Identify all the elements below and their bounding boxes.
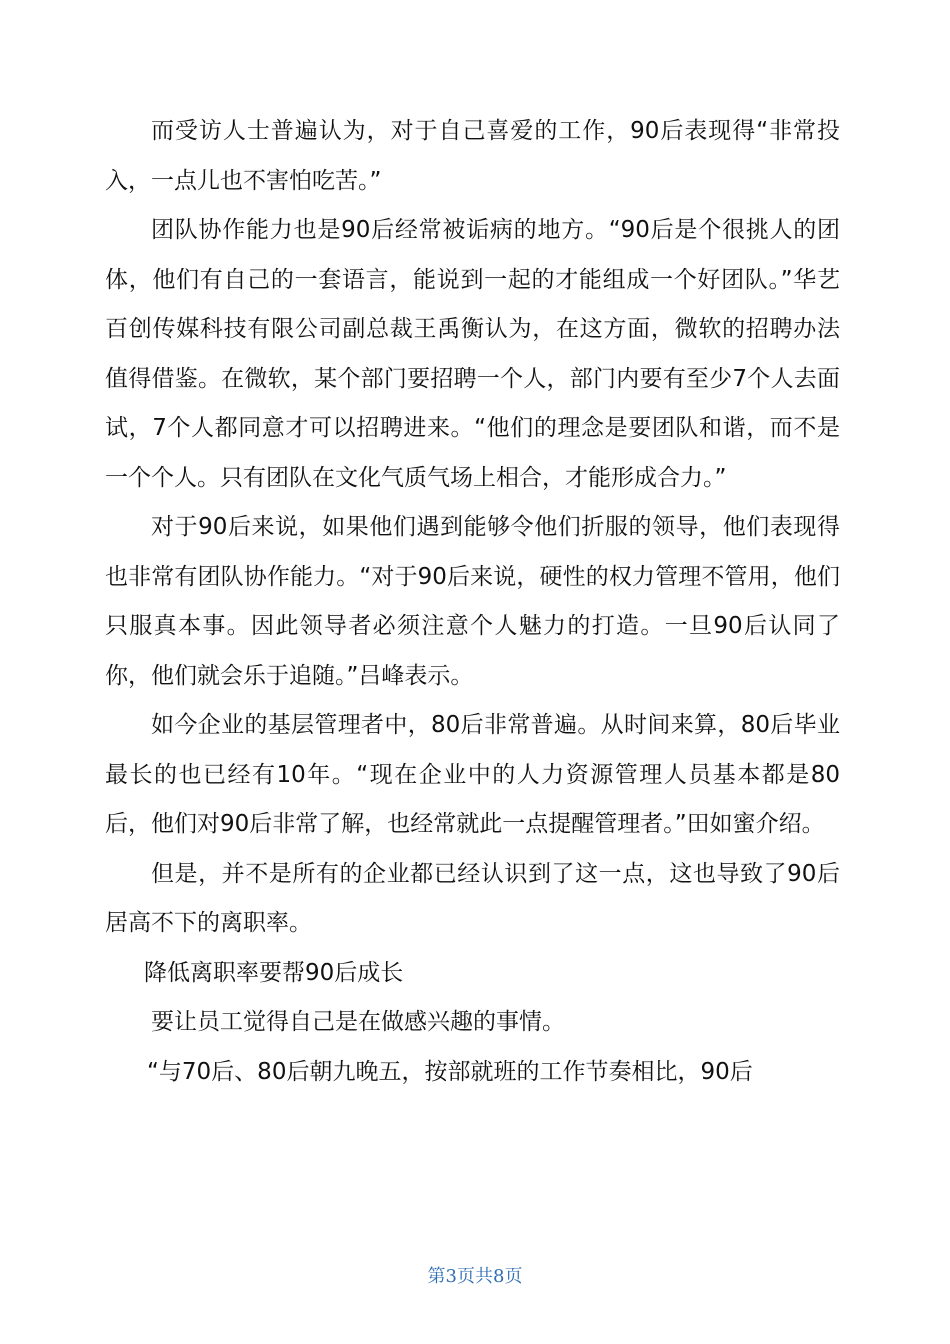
section-heading: 降低离职率要帮90后成长 <box>144 959 404 986</box>
document-body <box>105 107 840 1097</box>
paragraph-5: 但是，并不是所有的企业都已经认识到了这一点，这也导致了90后居高不下的离职率。 <box>105 860 840 936</box>
paragraph-3: 对于90后来说，如果他们遇到能够令他们折服的领导，他们表现得也非常有团队协作能力。“对于90后来说，硬性的权力管理不管用，他们只服真本事。因此领导者必须注意个人魅力的打造。一旦90后认同了你，他们就会乐于追随。”吕峰表示。 <box>105 514 840 689</box>
paragraph-6: 要让员工觉得自己是在做感兴趣的事情。 <box>151 1009 565 1035</box>
paragraph-4: 如今企业的基层管理者中，80后非常普遍。从时间来算，80后毕业最长的也已经有10年。“现在企业中的人力资源管理人员基本都是80后，他们对90后非常了解，也经常就此一点提醒管理者。”田如蜜介绍。 <box>105 712 840 837</box>
paragraph-2: 团队协作能力也是90后经常被诟病的地方。“90后是个很挑人的团体，他们有自己的一套语言，能说到一起的才能组成一个好团队。”华艺百创传媒科技有限公司副总裁王禹衡认为，在这方面，微软的招聘办法值得借鉴。在微软，某个部门要招聘一个人，部门内要有至少7个人去面试，7个人都同意才可以招聘进来。“他们的理念是要团队和谐，而不是一个个人。只有团队在文化气质气场上相合，才能形成合力。” <box>105 217 840 491</box>
page-number-footer: 第3页共8页 <box>427 1266 523 1287</box>
paragraph-1: 而受访人士普遍认为，对于自己喜爱的工作，90后表现得“非常投入，一点儿也不害怕吃苦。” <box>105 118 840 194</box>
paragraph-7: “与70后、80后朝九晚五，按部就班的工作节奏相比，90后 <box>147 1058 753 1085</box>
